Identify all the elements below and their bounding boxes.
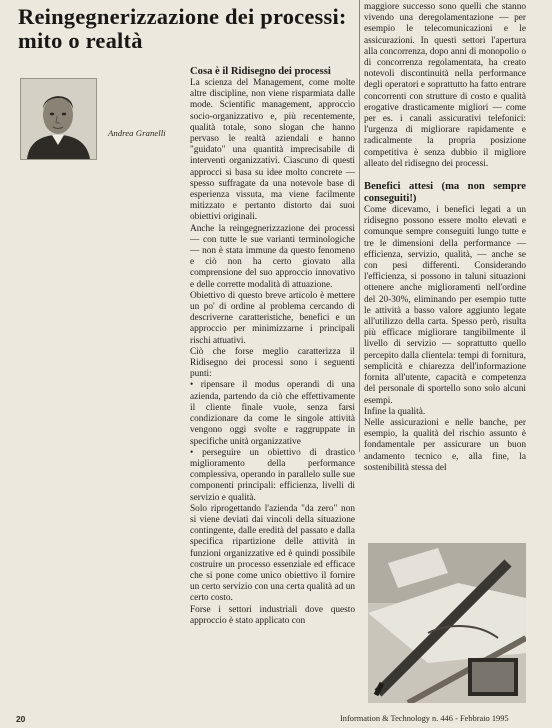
section-benefici bbox=[364, 181, 526, 474]
article-column-middle bbox=[190, 66, 355, 627]
paragraph: Nelle assicurazioni e nelle banche, per esempio, la qualità del rischio assunto è fondamentale per assicurare un buon andamento tecnico e, alla fine, la sostenibilità stessa del bbox=[364, 417, 526, 473]
paragraph: maggiore successo sono quelli che stanno vivendo una deregolamentazione — per esempio le telecomunicazioni e le assicurazioni. In questi settori l'apertura alla concorrenza, dopo anni di monopolio o di concorrenza regolamentata, ha creato notevoli discontinuità nella performance degli operatori e soprattutto ha fatto entrare concorrenti con strutture di costo e qualità erogative drasticamente migliori — come per es. i canali assicurativi telefonici: l'urgenza di migliorare rapidamente e radicalmente la propria posizione competitiva è senza dubbio il migliore alleato del ridisegno dei processi. bbox=[364, 2, 526, 169]
paragraph: Ciò che forse meglio caratterizza il Ridisegno dei processi sono i seguenti punti: bbox=[190, 346, 355, 380]
bullet-item: • ripensare il modus operandi di una azienda, partendo da ciò che effettivamente il cliente finale vuole, senza farsi condizionare da come le singole attività vengono oggi svolte e raggruppate in specifiche unità organizzative bbox=[190, 380, 355, 447]
paragraph: La scienza del Management, come molte altre discipline, non viene risparmiata dalle mode. Scientific management, approccio socio-organizzativo e, più recentemente, qualità totale, sono slogan che hanno pervaso le realtà aziendali e hanno "guidato" una quantità imprecisabile di interventi organizzativi. Ciascuno di questi approcci si basa su idee molto concrete — spesso suffragate da una notevole base di esperienza vissuta, ma viene facilmente mitizzato e pertanto distorto dai suoi obiettivi originali. bbox=[190, 78, 355, 223]
pencil-illustration-icon bbox=[368, 543, 526, 703]
paragraph: Solo riprogettando l'azienda "da zero" non si viene deviati dai vincoli della situazione contingente, dalle eredità del passato e dalla specifica ripartizione delle attività in funzioni organizzative ed è quindi possibile costruire un processo essenziale ed efficace che si pone come unico obiettivo il fornire un certo servizio con una certa qualità ad un certo costo. bbox=[190, 503, 355, 604]
article-column-right bbox=[364, 2, 526, 474]
section-heading-ridisegno: Cosa è il Ridisegno dei processi bbox=[190, 66, 331, 77]
left-margin bbox=[18, 170, 183, 710]
paragraph: Come dicevamo, i benefici legati a un ridisegno possono essere molto elevati e comunque sempre conseguiti lungo tutte e tre le dimensioni della performance — efficienza, servizio, qualità, — anche se con pesi differenti. Considerando l'efficienza, si possono in taluni situazioni ottenere anche miglioramenti nell'ordine del 20-30%, eliminando per esempio tutte le attività a basso valore aggiunto legate all'utilizzo della carta. Spesso però, risulta più efficace migliorare tangibilmente il livello di servizio — soprattutto quello percepito dalla clientela: tempi di fornitura, semplicità e chiarezza dell'informazione fornita all'utente, capacità e competenza del personale di sportello sono solo alcuni esempi. bbox=[364, 205, 526, 406]
paragraph: Infine la qualità. bbox=[364, 406, 426, 417]
author-portrait-icon bbox=[21, 79, 96, 159]
column-divider bbox=[359, 0, 360, 452]
bullet-icon: • bbox=[190, 447, 203, 458]
paragraph: Obiettivo di questo breve articolo è mettere un po' di ordine al problema cercando di descriverne caratteristiche, benefici e un approccio per minimizzarne i principali rischi attuativi. bbox=[190, 290, 355, 346]
section-heading-benefici: Benefici attesi (ma non sempre conseguiti!) bbox=[364, 181, 526, 205]
publication-footer: Information & Technology n. 446 - Febbraio 1995 bbox=[340, 714, 509, 723]
article-title: Reingegnerizzazione dei processi: mito o realtà bbox=[18, 4, 347, 53]
paragraph: Forse i settori industriali dove questo approccio è stato applicato con bbox=[190, 604, 355, 626]
illustration-image bbox=[368, 543, 526, 703]
page-number: 20 bbox=[16, 714, 26, 724]
paragraph: Anche la reingegnerizzazione dei processi — con tutte le sue varianti terminologiche — non è stata immune da questo fenomeno e ciò non ha certo giovato alla comprensione del suo approccio innovativo e delle corrette modalità di attuazione. bbox=[190, 223, 355, 290]
author-photo bbox=[20, 78, 97, 160]
bullet-icon: • bbox=[190, 380, 201, 391]
author-name: Andrea Granelli bbox=[108, 128, 166, 138]
bullet-item: • perseguire un obiettivo di drastico miglioramento della performance complessiva, operando in parallelo sulle sue componenti principali: efficienza, livelli di servizio e qualità. bbox=[190, 447, 355, 503]
